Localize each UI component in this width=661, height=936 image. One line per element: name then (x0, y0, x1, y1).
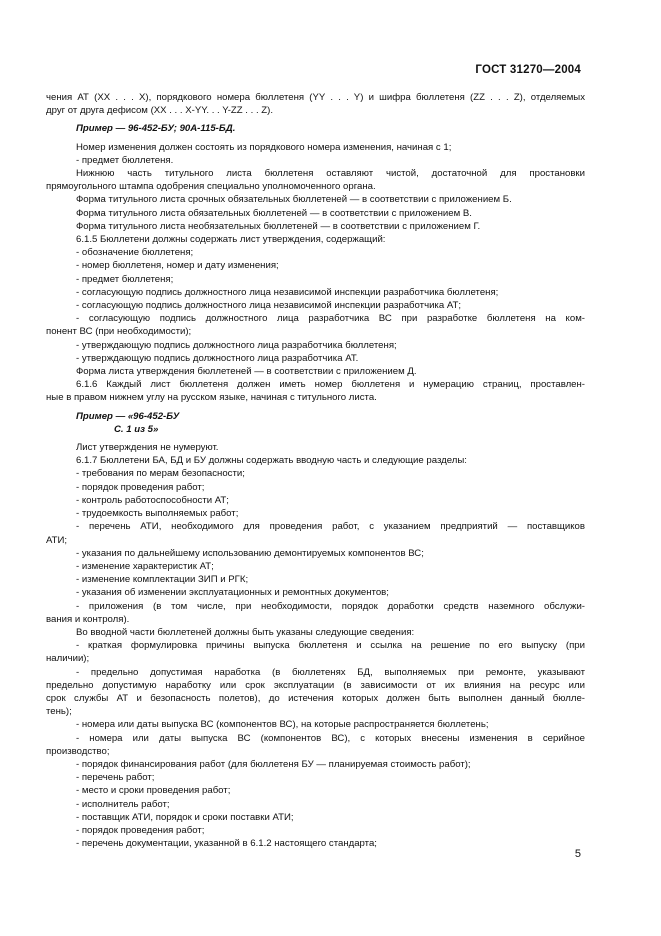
text-line: Нижнюю часть титульного листа бюллетеня оставляют чистой, достаточной для простановки (76, 168, 585, 180)
list-item: - порядок проведения работ; (76, 481, 205, 493)
list-item: - перечень АТИ, необходимого для проведения работ, с указанием предприятий — поставщиков (76, 521, 585, 533)
text-line: ные в правом нижнем углу на русском языке, начиная с титульного листа. (46, 392, 377, 404)
text-line: чения АТ (ХХ . . . Х), порядкового номера бюллетеня (YY . . . Y) и шифра бюллетеня (ZZ . . . Z), отделяемых (46, 92, 585, 103)
text-line: Лист утверждения не нумеруют. (76, 442, 219, 454)
list-item: - предельно допустимая наработка (в бюллетенях БД, выполняемых при ремонте, указывают (76, 666, 585, 678)
page-body (46, 91, 585, 850)
page-number: 5 (574, 848, 581, 860)
list-item-continuation: вания и контроля). (46, 613, 130, 625)
list-item-continuation: предельно допустимую наработку или срок эксплуатации (в зависимости от их влияния на ресурс или (46, 679, 585, 691)
list-item-continuation: наличии); (46, 653, 90, 665)
list-item: - трудоемкость выполняемых работ; (76, 508, 239, 520)
list-item-continuation: АТИ; (46, 534, 68, 546)
text-line: прямоугольного штампа одобрения специально уполномоченного органа. (46, 181, 376, 193)
list-item: - указания об изменении эксплуатационных и ремонтных документов; (76, 587, 389, 599)
list-item: - обозначение бюллетеня; (76, 247, 194, 259)
list-item: - утверждающую подпись должностного лица разработчика АТ. (76, 352, 359, 364)
list-item: - перечень работ; (76, 772, 155, 784)
list-item: - приложения (в том числе, при необходимости, порядок доработки средств наземного обслужи- (76, 600, 585, 612)
list-item: - порядок проведения работ; (76, 824, 205, 836)
example-line: С. 1 из 5» (114, 423, 159, 435)
list-item: - порядок финансирования работ (для бюллетеня БУ — планируемая стоимость работ); (76, 758, 471, 770)
document-standard-header: ГОСТ 31270—2004 (475, 64, 581, 76)
list-item-continuation: тень); (46, 706, 72, 718)
example-block (46, 410, 585, 436)
list-item: - согласующую подпись должностного лица независимой инспекции разработчика АТ; (76, 300, 462, 312)
text-line: Форма титульного листа обязательных бюллетеней — в соответствии с приложением В. (76, 207, 472, 219)
list-item: - изменение характеристик АТ; (76, 560, 214, 572)
list-item: - изменение комплектации ЗИП и РГК; (76, 574, 249, 586)
text-line: Форма листа утверждения бюллетеней — в соответствии с приложением Д. (76, 366, 417, 378)
list-item: - краткая формулировка причины выпуска бюллетеня и ссылка на решение по его выпуску (при (76, 640, 585, 652)
text-line: Номер изменения должен состоять из порядкового номера изменения, начиная с 1; (76, 141, 452, 153)
section-heading: 6.1.5 Бюллетени должны содержать лист утверждения, содержащий: (76, 234, 386, 246)
list-item: - предмет бюллетеня; (76, 273, 174, 285)
list-item: - указания по дальнейшему использованию демонтируемых компонентов ВС; (76, 547, 424, 559)
text-line: друг от друга дефисом (XX . . . X-YY. . . Y-ZZ . . . Z). (46, 105, 274, 117)
list-item: - номера или даты выпуска ВС (компонентов ВС), на которые распространяется бюллетень; (76, 719, 489, 731)
list-item: - поставщик АТИ, порядок и сроки поставки АТИ; (76, 811, 294, 823)
text-line: Форма титульного листа срочных обязательных бюллетеней — в соответствии с приложением Б. (76, 194, 512, 206)
list-item: - контроль работоспособности АТ; (76, 494, 229, 506)
list-item: - номер бюллетеня, номер и дату изменения; (76, 260, 279, 272)
list-item: - номера или даты выпуска ВС (компонентов ВС), с которых внесены изменения в серийное (76, 732, 585, 744)
list-item-continuation: понент ВС (при необходимости); (46, 326, 192, 338)
text-line: Форма титульного листа необязательных бюллетеней — в соответствии с приложением Г. (76, 220, 481, 232)
example-line: Пример — «96-452-БУ (76, 410, 180, 422)
list-item: - согласующую подпись должностного лица разработчика ВС при разработке бюллетеня на ком- (76, 313, 585, 325)
list-item-continuation: срок службы АТ и безопасность полетов), до истечения которых должен быть выполнен данный бюлле- (46, 692, 585, 704)
section-heading: 6.1.6 Каждый лист бюллетеня должен иметь номер бюллетеня и нумерацию страниц, проставлен- (76, 379, 585, 391)
list-item: - согласующую подпись должностного лица независимой инспекции разработчика бюллетеня; (76, 286, 499, 298)
list-item-continuation: производство; (46, 745, 110, 757)
list-item: - исполнитель работ; (76, 798, 170, 810)
text-line: Во вводной части бюллетеней должны быть указаны следующие сведения: (76, 626, 415, 638)
list-item: - перечень документации, указанной в 6.1.2 настоящего стандарта; (76, 838, 377, 850)
example-line: Пример — 96-452-БУ; 90А-115-БД. (76, 123, 236, 135)
list-item: - утверждающую подпись должностного лица разработчика бюллетеня; (76, 339, 397, 351)
section-heading: 6.1.7 Бюллетени БА, БД и БУ должны содержать вводную часть и следующие разделы: (76, 455, 467, 467)
list-item: - предмет бюллетеня. (76, 154, 174, 166)
list-item: - место и сроки проведения работ; (76, 785, 231, 797)
list-item: - требования по мерам безопасности; (76, 468, 245, 480)
